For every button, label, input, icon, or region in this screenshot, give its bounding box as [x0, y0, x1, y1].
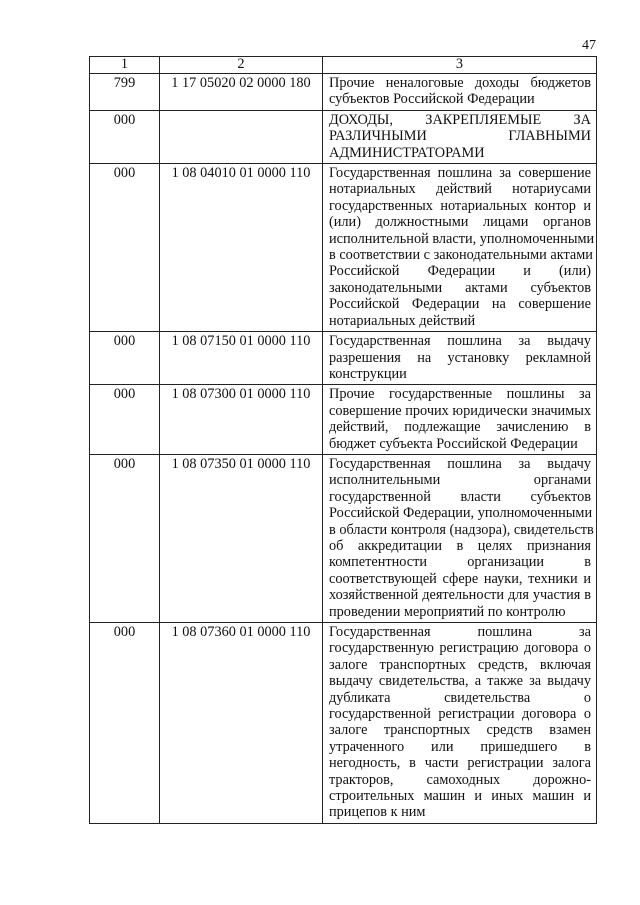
revenue-name-line: АДМИНИСТРАТОРАМИ: [329, 144, 485, 161]
table-row: [90, 332, 597, 385]
page-number: 47: [582, 38, 596, 53]
revenue-name-line: тракторов, самоходных дорожно-: [329, 771, 591, 788]
revenue-name-line: хозяйственной деятельности для участия в: [329, 587, 591, 604]
administrator-code-cell: 000: [90, 332, 160, 385]
revenue-name-cell: [323, 623, 597, 824]
revenue-name-line: Государственная пошлина за выдачу: [329, 455, 591, 472]
table-row: [90, 385, 597, 455]
table-row: [90, 164, 597, 332]
revenue-name-line: выдачу свидетельства, а также за выдачу: [329, 673, 591, 690]
revenue-name-line: субъектов Российской Федерации: [329, 91, 535, 108]
revenue-name-line: действий, подлежащие зачислению в: [329, 419, 591, 436]
revenue-code-cell: 1 08 07360 01 0000 110: [160, 623, 323, 824]
revenue-name-line: (или) должностными лицами органов: [329, 214, 591, 231]
revenue-name-line: залоге транспортных средств, включая: [329, 656, 591, 673]
revenue-name-line: бюджет субъекта Российской Федерации: [329, 435, 578, 452]
revenue-name-cell: [323, 332, 597, 385]
revenue-name-line: исполнительными органами: [329, 472, 591, 489]
revenue-name-cell: [323, 385, 597, 455]
revenue-code-cell: 1 08 07150 01 0000 110: [160, 332, 323, 385]
revenue-name-line: законодательными актами субъектов: [329, 279, 591, 296]
table-body: [90, 74, 597, 824]
revenue-name-cell: [323, 110, 597, 163]
budget-revenue-table: [89, 56, 597, 824]
revenue-name-line: совершение прочих юридически значимых: [329, 402, 591, 419]
revenue-name-line: Прочие государственные пошлины за: [329, 386, 591, 403]
administrator-code-cell: 799: [90, 74, 160, 111]
revenue-name-line: Государственная пошлина за: [329, 624, 591, 640]
revenue-code-cell: 1 17 05020 02 0000 180: [160, 74, 323, 111]
revenue-name-line: конструкции: [329, 365, 407, 382]
revenue-name-cell: [323, 74, 597, 111]
revenue-name-line: РАЗЛИЧНЫМИ ГЛАВНЫМИ: [329, 128, 591, 145]
revenue-name-line: Российской Федерации и (или): [329, 263, 591, 280]
revenue-name-line: государственной власти субъектов: [329, 488, 591, 505]
administrator-code-cell: 000: [90, 164, 160, 332]
table-row: [90, 110, 597, 163]
revenue-name-line: дубликата свидетельства о: [329, 689, 591, 706]
column-header-3: 3: [323, 57, 597, 74]
revenue-code-cell: 1 08 07300 01 0000 110: [160, 385, 323, 455]
revenue-name-line: об аккредитации в целях признания: [329, 537, 591, 554]
revenue-name-line: компетентности организации в: [329, 554, 591, 571]
revenue-name-line: проведении мероприятий по контролю: [329, 603, 566, 620]
revenue-name-line: государственных нотариальных контор и: [329, 197, 591, 214]
revenue-name-line: строительных машин и иных машин и: [329, 788, 591, 805]
table-header-row: [90, 57, 597, 74]
administrator-code-cell: 000: [90, 454, 160, 622]
revenue-name-line: государственную регистрацию договора о: [329, 640, 591, 657]
revenue-name-cell: [323, 164, 597, 332]
revenue-name-line: в области контроля (надзора), свидетельств: [329, 521, 594, 538]
revenue-name-line: Государственная пошлина за выдачу: [329, 333, 591, 350]
table-row: [90, 74, 597, 111]
revenue-code-cell: 1 08 07350 01 0000 110: [160, 454, 323, 622]
administrator-code-cell: 000: [90, 385, 160, 455]
revenue-name-cell: [323, 454, 597, 622]
administrator-code-cell: 000: [90, 623, 160, 824]
administrator-code-cell: 000: [90, 110, 160, 163]
revenue-name-line: ДОХОДЫ, ЗАКРЕПЛЯЕМЫЕ ЗА: [329, 111, 591, 128]
table-row: [90, 623, 597, 824]
revenue-name-line: соответствующей сфере науки, техники и: [329, 570, 591, 587]
revenue-name-line: Российской Федерации на совершение: [329, 296, 591, 313]
column-header-2: 2: [160, 57, 323, 74]
revenue-name-line: Прочие неналоговые доходы бюджетов: [329, 75, 591, 91]
revenue-name-line: нотариальных действий нотариусами: [329, 181, 591, 198]
revenue-name-line: прицепов к ним: [329, 804, 426, 821]
revenue-name-line: государственной регистрации договора о: [329, 706, 591, 723]
revenue-code-cell: 1 08 04010 01 0000 110: [160, 164, 323, 332]
revenue-name-line: исполнительной власти, уполномоченными: [329, 230, 595, 247]
revenue-name-line: утраченного или пришедшего в: [329, 738, 591, 755]
revenue-name-line: в соответствии с законодательными актами: [329, 247, 593, 264]
revenue-name-line: Российской Федерации, уполномоченными: [329, 505, 593, 522]
table-row: [90, 454, 597, 622]
revenue-name-line: Государственная пошлина за совершение: [329, 165, 591, 182]
revenue-name-line: разрешения на установку рекламной: [329, 349, 591, 366]
revenue-name-line: нотариальных действий: [329, 312, 476, 329]
column-header-1: 1: [90, 57, 160, 74]
revenue-name-line: негодность, в части регистрации залога: [329, 755, 591, 772]
revenue-name-line: залоге транспортных средств взамен: [329, 722, 591, 739]
revenue-code-cell: [160, 110, 323, 163]
